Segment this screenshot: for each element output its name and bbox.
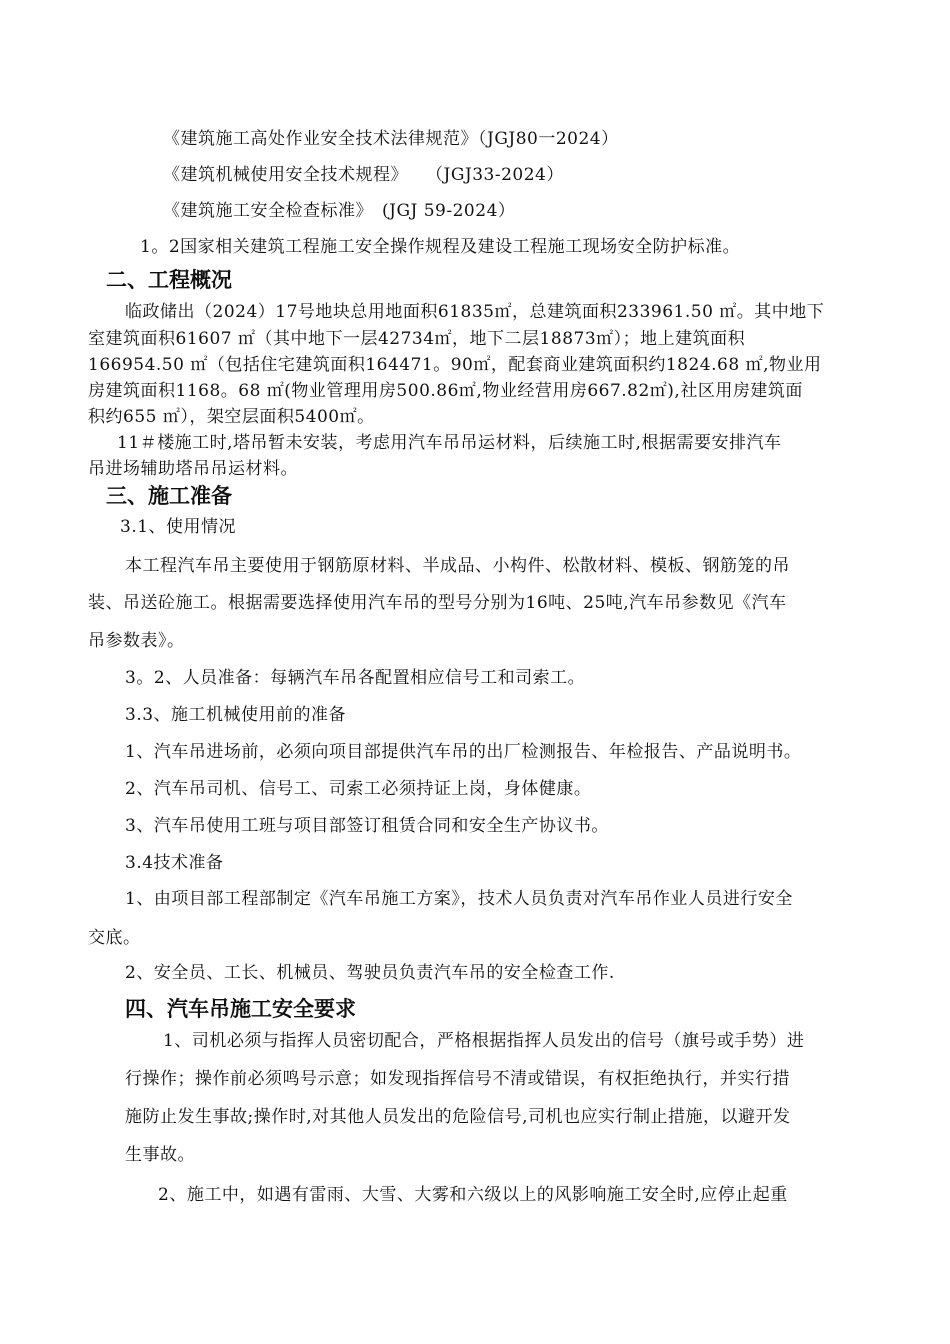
- paragraph-line: 166954.50 ㎡（包括住宅建筑面积164471。90㎡，配套商业建筑面积约1824.68 ㎡,物业用: [88, 355, 822, 375]
- subsection-title: 3.1、使用情况: [120, 517, 237, 537]
- list-item-continued: 交底。: [88, 928, 141, 948]
- paragraph-line: 行操作；操作前必须鸣号示意；如发现指挥信号不清或错误，有权拒绝执行，并实行措: [125, 1069, 790, 1089]
- paragraph-line: 装、吊送砼施工。根据需要选择使用汽车吊的型号分别为16吨、25吨,汽车吊参数见《汽车: [88, 593, 787, 613]
- paragraph-line: 施防止发生事故;操作时,对其他人员发出的危险信号,司机也应实行制止措施，以避开发: [125, 1107, 791, 1127]
- section-heading: 二、工程概况: [106, 268, 232, 292]
- paragraph-line: 2、施工中，如遇有雷雨、大雪、大雾和六级以上的风影响施工安全时,应停止起重: [158, 1185, 788, 1205]
- standard-item: 《建筑机械使用安全技术规程》 （JGJ33-2024）: [163, 165, 564, 185]
- list-item: 1、汽车吊进场前，必须向项目部提供汽车吊的出厂检测报告、年检报告、产品说明书。: [125, 742, 802, 762]
- paragraph-line: 积约655 ㎡），架空层面积5400㎡。: [88, 407, 375, 427]
- paragraph-line: 吊参数表》。: [88, 631, 185, 651]
- paragraph-line: 11＃楼施工时,塔吊暂未安装，考虑用汽车吊吊运材料，后续施工时,根据需要安排汽车: [117, 433, 782, 453]
- subsection-title: 3.4技术准备: [125, 853, 224, 873]
- paragraph-line: 本工程汽车吊主要使用于钢筋原材料、半成品、小构件、松散材料、模板、钢筋笼的吊: [125, 556, 790, 576]
- list-item: 2、汽车吊司机、信号工、司索工必须持证上岗，身体健康。: [125, 779, 592, 799]
- subsection-title: 3.3、施工机械使用前的准备: [125, 705, 347, 725]
- paragraph-line: 房建筑面积1168。68 ㎡(物业管理用房500.86㎡,物业经营用房667.82㎡),社区用房建筑面: [88, 381, 803, 401]
- item-1-2: 1。2国家相关建筑工程施工安全操作规程及建设工程施工现场安全防护标准。: [140, 237, 741, 257]
- list-item: 2、安全员、工长、机械员、驾驶员负责汽车吊的安全检查工作.: [125, 963, 615, 983]
- paragraph-line: 室建筑面积61607 ㎡（其中地下一层42734㎡，地下二层18873㎡）；地上建筑面积: [88, 329, 746, 349]
- paragraph-line: 吊进场辅助塔吊吊运材料。: [88, 459, 298, 479]
- list-item: 1、由项目部工程部制定《汽车吊施工方案》，技术人员负责对汽车吊作业人员进行安全: [125, 889, 793, 909]
- paragraph-line: 临政储出（2024）17号地块总用地面积61835㎡，总建筑面积233961.50 ㎡。其中地下: [125, 302, 825, 322]
- section-heading: 三、施工准备: [106, 484, 232, 508]
- subsection-line: 3。2、人员准备：每辆汽车吊各配置相应信号工和司索工。: [125, 668, 586, 688]
- section-heading: 四、汽车吊施工安全要求: [125, 997, 356, 1021]
- standard-item: 《建筑施工安全检查标准》 (JGJ 59-2024）: [163, 201, 516, 221]
- list-item: 3、汽车吊使用工班与项目部签订租赁合同和安全生产协议书。: [125, 816, 609, 836]
- standard-item: 《建筑施工高处作业安全技术法律规范》（JGJ80一2024）: [163, 129, 619, 149]
- paragraph-line: 生事故。: [125, 1145, 195, 1165]
- paragraph-line: 1、司机必须与指挥人员密切配合，严格根据指挥人员发出的信号（旗号或手势）进: [163, 1031, 805, 1051]
